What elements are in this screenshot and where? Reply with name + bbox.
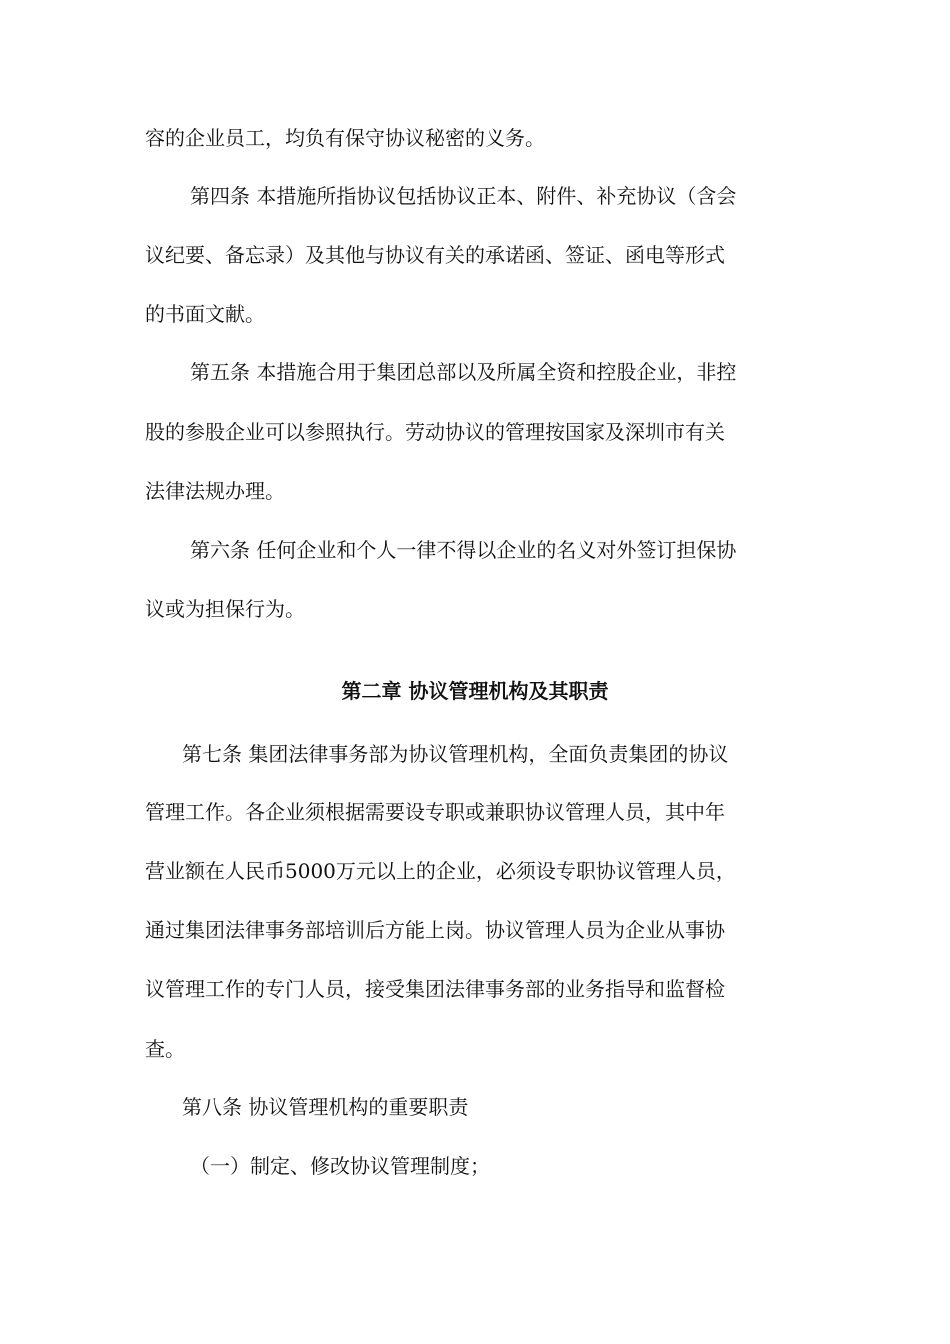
article-6-line-2: 议或为担保行为。	[145, 597, 305, 621]
article-7-line-4: 通过集团法律事务部培训后方能上岗。协议管理人员为企业从事协	[145, 918, 725, 942]
article-8-line-1: 第八条 协议管理机构的重要职责	[182, 1095, 469, 1119]
article-5-line-2: 股的参股企业可以参照执行。劳动协议的管理按国家及深圳市有关	[145, 420, 725, 444]
article-5-line-1: 第五条 本措施合用于集团总部以及所属全资和控股企业，非控	[190, 360, 737, 384]
article-4-line-1: 第四条 本措施所指协议包括协议正本、附件、补充协议（含会	[190, 184, 737, 208]
body-line: 容的企业员工，均负有保守协议秘密的义务。	[145, 126, 545, 150]
article-6-line-1: 第六条 任何企业和个人一律不得以企业的名义对外签订担保协	[190, 538, 737, 562]
article-7-line-5: 议管理工作的专门人员，接受集团法律事务部的业务指导和监督检	[145, 977, 725, 1001]
article-4-line-2: 议纪要、备忘录）及其他与协议有关的承诺函、签证、函电等形式	[145, 243, 725, 267]
chapter-heading: 第二章 协议管理机构及其职责	[341, 679, 609, 703]
article-8-item-1: （一）制定、修改协议管理制度；	[190, 1154, 490, 1178]
article-7-line-6: 查。	[145, 1037, 185, 1061]
article-5-line-3: 法律法规办理。	[145, 479, 285, 503]
article-7-line-3: 营业额在人民币5000万元以上的企业，必须设专职协议管理人员，	[145, 859, 736, 883]
article-7-line-1: 第七条 集团法律事务部为协议管理机构，全面负责集团的协议	[182, 742, 729, 766]
article-7-line-2: 管理工作。各企业须根据需要设专职或兼职协议管理人员，其中年	[145, 800, 725, 824]
article-4-line-3: 的书面文献。	[145, 302, 265, 326]
